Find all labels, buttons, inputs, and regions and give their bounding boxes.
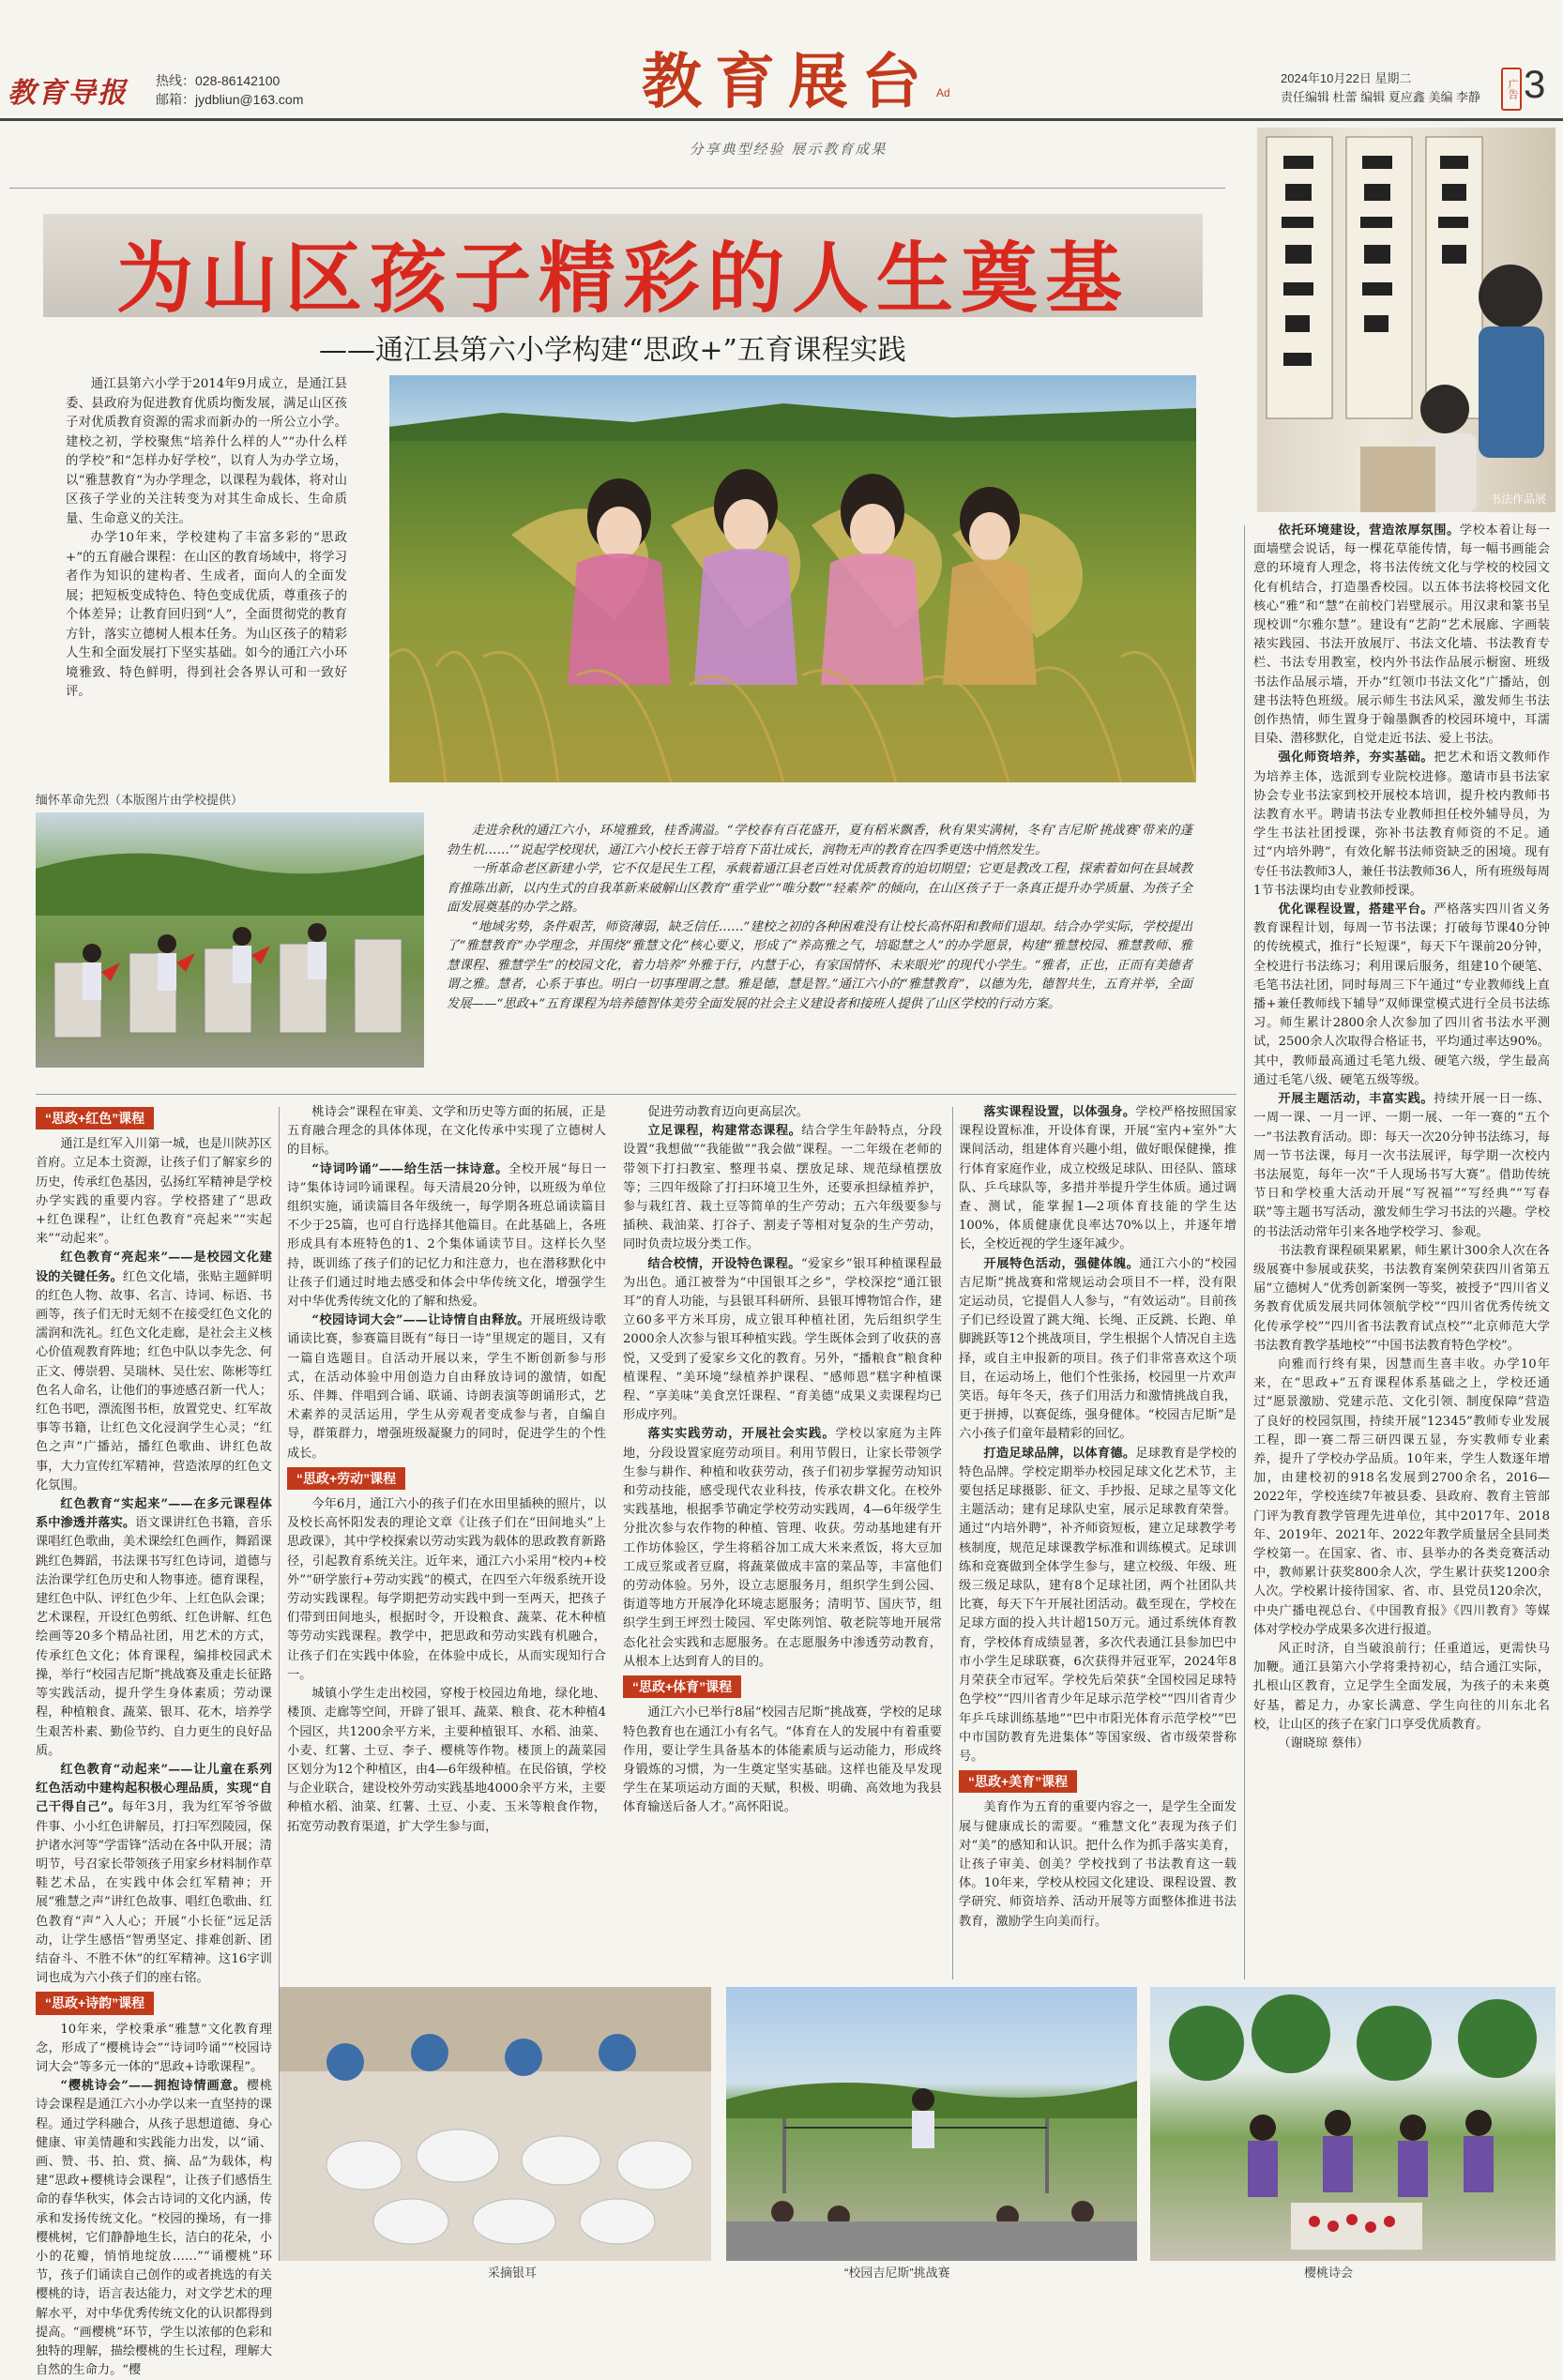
body-paragraph: 依托环境建设，营造浓厚氛围。学校本着让每一面墙壁会说话，每一棵花草能传情，每一幅书画能会意的环境育人理念，将书法传统文化与学校的校园文化有机结合，打造墨香校园。以五体书法将校园文化核心“雅”和“慧”在前校门岩壁展示。用汉隶和篆书呈现校训“尔雅尔慧”。建设有“艺韵”艺术展廊、字画装裱实践园、书法开放展厅、书法文化墙、书法教育专栏、书法专用教室，校内外书法作品展示橱窗、班级书法作品展示墙，开办“红领巾书法文化”广播站，创建书法特色班级。展示师生书法风采，激发师生书法创作热情，师生置身于翰墨飘香的校园环境中，耳濡目染、潜移默化，自觉走近书法、爱上书法。: [1253, 523, 1551, 747]
body-paragraph: 红色教育“亮起来”——是校园文化建设的关键任务。红色文化墙，张贴主题鲜明的红色人物、故事、名言、诗词、标语、书画等，孩子们无时无刻不在接受红色文化的濡润和洗礼。红色文化走廊，是社会主义核心价值观教育阵地；红色中队以李先念、何正文、傅崇碧、吴瑞林、吴仕宏、陈彬等红色名人命名，让他们的事迹感召新一代人；红色书吧，漂流图书柜，放置党史、红军故事等书籍，让红色文化浸润学生心灵；“红色之声”广播站，播红色歌曲、讲红色故事，大力宣传红军精神，营造浓厚的红色文化氛围。: [36, 1251, 273, 1493]
lead-text: [66, 375, 347, 703]
body-paragraph: 红色教育“动起来”——让儿童在系列红色活动中建构起积极心理品质，实现“自己干得自己”。每年3月，我为红军爷爷做件事、小小红色讲解员，打扫军烈陵园，保护诸水河等“学雷锋”活动在各中队开展；清明节，号召家长带领孩子用家乡材料制作草鞋艺术品，在实践中体会红军精神；开展“雅慧之声”讲红色故事、唱红色歌曲、红色教育“声”入人心；开展“小长征”远足活动，让学生感悟“智勇坚定、排难创新、团结奋斗、不胜不休”的红军精神。这16字训词也成为六小孩子们的座右铭。: [36, 1762, 272, 1986]
col4-paragraphs-2: [959, 1798, 1237, 1931]
intro-text: [447, 822, 1192, 1014]
page-indicator: [1501, 62, 1548, 107]
column-divider: [952, 1107, 953, 1979]
body-paragraph: 通江是红军入川第一城，也是川陕苏区首府。立足本土资源，让孩子们了解家乡的历史，传承红色基因，弘扬红军精神是学校办学实践的重要内容。学校搭建了“思政+红色课程”，让红色教育“亮起来”“实起来”“动起来”。: [36, 1137, 272, 1247]
bottom-caption-1: 采摘银耳: [488, 2266, 538, 2280]
editor-credits: 责任编辑 杜蕾 编辑 夏应鑫 美编 李静: [1281, 90, 1481, 104]
masthead-rule: [0, 118, 1563, 121]
headline: 为山区孩子精彩的人生奠基: [115, 234, 1130, 324]
body-paragraph: 结合校情，开设特色课程。“爱家乡”银耳种植课程最为出色。通江被誉为“中国银耳之乡”，学校深挖“通江银耳”的育人功能，与县银耳科研所、县银耳博物馆合作，建立60多平方米耳房，成立银耳种植社团，先后组织学生2000余人次参与银耳种植实践。学生既体会到了收获的喜悦，又受到了爱家乡文化的教育。另外，“播粮食”粮食种植课程、“美环境”绿植养护课程、“感师恩”糕字种植课程、“享美味”美食烹饪课程、“育美德”成果义卖课程均已形成序列。: [623, 1256, 942, 1423]
body-paragraph: 打造足球品牌，以体育德。足球教育是学校的特色品牌。学校定期举办校园足球文化艺术节，主要包括足球摄影、征文、手抄报、足球之星等文化主题活动；建有足球队史室，展示足球教育荣誉。通过“内培外聘”，补齐师资短板，建立足球教学考核制度，规范足球课教学标准和训练模式。足球训练和竞赛做到全体学生参与，建立校级、年级、班级三级足球队，建有8个足球社团，两个社团队共比赛，每天下午开展社团活动。截至现在，学校在足球方面的投入共计超150万元。通过系统体育教育，学校体育成绩显著，多次代表通江县参加巴中市小学生足球联赛，6次获得并冠亚军，2024年8月荣获全市冠军。学校先后荣获“全国校园足球特色学校”“四川省青少年足球示范学校”“四川省青少年乒乓球训练基地”“巴中市阳光体育示范学校”“巴中市国防教育先进集体”等国家级、省市级荣誉称号。: [959, 1446, 1237, 1764]
body-paragraph: 书法教育课程硕果累累，师生累计300余人次在各级展赛中参展或获奖，书法教育案例荣获四川省第五届“立德树人”优秀创新案例一等奖，被授予“四川省义务教育优质发展共同体领航学校”“四川省优秀传统文化传承学校”“四川省书法教育试点校”“北京师范大学书法教育教学基地校”“中国书法教育特色学校”。: [1253, 1243, 1550, 1353]
page-label: 广告: [1501, 68, 1522, 111]
body-paragraph: 立足课程，构建常态课程。结合学生年龄特点，分段设置“我想做”“我能做”“我会做”课程。一二年级在老师的带领下打扫教室、整理书桌、摆放足球、规范绿植摆放等；三四年级除了打扫环境卫生外，还要承担绿植养护，参与栽红苕、栽土豆等简单的生产劳动；五六年级要参与插秧、栽油菜、打谷子、割麦子等相对复杂的生产劳动，同时负责垃圾分类工作。: [623, 1124, 943, 1252]
intro-paragraph: 走进余秋的通江六小，环境雅致，桂香满溢。“学校春有百花盛开，夏有稻米飘香，秋有果实满树，冬有‘吉尼斯’挑战赛‘带来的蓬勃生机……’”说起学校现状，通江六小校长王蓉于培育下苗壮成长，润物无声的教育在四季更迭中悄然发生。: [447, 824, 1192, 857]
calligraphy-photo: [1257, 128, 1555, 512]
column-divider: [1244, 525, 1245, 1979]
dateline: [1281, 69, 1480, 107]
col1-paragraphs-2: [36, 2021, 272, 2380]
column-3: [623, 1103, 942, 1818]
body-paragraph: “樱桃诗会”——拥抱诗情画意。樱桃诗会课程是通江六小办学以来一直坚持的课程。通过学科融合，从孩子思想道德、身心健康、审美情趣和实践能力出发，以“诵、画、赞、书、拍、赏、摘、品”为载体，构建“思政+樱桃诗会课程”，让孩子们感悟生命的春华秋实，体会古诗词的文化内涵，传承和发扬传统文化。“校园的操场，有一排樱桃树，它们静静地生长，洁白的花朵，小小的花瓣，悄悄地绽放……”“诵樱桃”环节，孩子们诵读自己创作的或者挑选的有关樱桃的诗，语言表达能力，对文学艺术的理解水平，对中华优秀传统文化的认识都得到提高。“画樱桃”环节，学生以浓郁的色彩和独特的理解，描绘樱桃的生长过程，理解大自然的生命力。“樱: [36, 2079, 273, 2378]
lead-paragraph: 办学10年来，学校建构了丰富多彩的“思政+”的五育融合课程：在山区的教育场域中，将学习者作为知识的建构者、生成者，面向人的全面发展；把短板变成特色、特色变成优质，尊重孩子的个体差异；让教育回归到“人”，全面贯彻党的教育方针，落实立德树人根本任务。为山区孩子的精彩人生和全面发展打下坚实基础。如今的通江六小环境雅致、特色鲜明，得到社会各界认可和一致好评。: [66, 531, 347, 699]
col2-paragraphs-2: [287, 1495, 606, 1837]
hotline: 热线：028-86142100: [156, 73, 281, 88]
col4-paragraphs: [959, 1103, 1237, 1766]
page-number: 3: [1524, 62, 1546, 106]
headline-rule: [9, 188, 1225, 189]
cherry-poetry-photo: [1150, 1987, 1555, 2261]
bottom-caption-2: “校园吉尼斯”挑战赛: [844, 2266, 950, 2280]
section-title: 教育展台: [642, 47, 934, 117]
body-paragraph: 强化师资培养，夯实基础。把艺术和语文教师作为培养主体，选派到专业院校进修。邀请市县书法家协会专业书法家到校开展校本培训，提升校内教师书法教育水平。聘请书法专业教师担任校外辅导员，为学生书法社团授课，弥补书法教育师资的不足。通过“内培外聘”，有效化解书法师资缺乏的困境。现有专任书法教师3人，兼任书法教师36人，所有班级每周1节书法课均由专业教师授课。: [1253, 750, 1551, 898]
newspaper-logo: 教育导报: [8, 77, 128, 110]
body-paragraph: 开展特色活动，强健体魄。通江六小的“校园吉尼斯”挑战赛和常规运动会项目不一样，没有限定运动员，它提倡人人参与，“有效运动”。目前孩子们已经设置了跳大绳、长绳、正反跳、长跑、单脚跳跃等12个挑战项目，学生根据个人情况自主选择，或自主申报新的项目。孩子们非常喜欢这个项目，在运动场上，他们个性张扬，校园里一片欢声笑语。每年冬天，孩子们用活力和激情挑战自我，更于拼搏，以赛促练，强身健体。“校园吉尼斯”是六小孩子们童年最精彩的回忆。: [959, 1256, 1237, 1442]
section-slogan: 分享典型经验 展示教育成果: [689, 141, 888, 158]
col1-paragraphs: [36, 1135, 272, 1988]
email: 邮箱：jydbliun@163.com: [156, 92, 304, 107]
section-tag-labor: “思政+劳动”课程: [287, 1467, 405, 1490]
top-photo-caption: 缅怀革命先烈（本版图片由学校提供）: [36, 793, 244, 807]
intro-paragraph: “地域劣势，条件艰苦，师资薄弱，缺乏信任……”建校之初的各种困难没有让校长高怀阳和教师们退却。结合办学实际，学校提出了“雅慧教育”办学理念，并围绕“雅慧文化”核心要义，形成了“养高雅之气，培聪慧之人”的办学愿景，构建“雅慧校园、雅慧教师、雅慧课程、雅慧学生”的校园文化，着力培养“外雅于行，内慧于心，有家国情怀、未来眼光”的现代小学生。“雅者，正也，正而有美德者谓之雅。慧者，心系于事也。明白一切事理谓之慧。雅是德，慧是智。”通江六小的“雅慧教育”，以德为先，德智共生，五育并举，全面发展——“思政+”五育课程为培养德智体美劳全面发展的社会主义建设者和接班人提供了山区学校的行动方案。: [447, 919, 1192, 1011]
body-paragraph: 城镇小学生走出校园，穿梭于校园边角地，绿化地、楼顶、走廊等空间，开辟了银耳、蔬菜、粮食、花木种植4个园区，共1200余平方米，主要种植银耳、水稻、油菜、小麦、红薯、土豆、李子、樱桃等作物。楼顶上的蔬菜园区划分为12个种植区，由4—6年级种植。在民俗镇，学校与企业联合，建设校外劳动实践基地4000余平方米，主要种植水稻、油菜、红薯、土豆、小麦、玉米等粮食作物，拓宽劳动教育渠道，扩大学生参与面，: [287, 1687, 606, 1834]
section-rule: [36, 1094, 1237, 1095]
col3-paragraphs: [623, 1103, 942, 1672]
body-paragraph: “诗词吟诵”——给生活一抹诗意。全校开展“每日一诗”集体诗词吟诵课程。每天清晨20分钟，以班级为单位组织实施，诵读篇目各年级统一，每学期各班总诵读篇目不少于25篇，也可自行选择其他篇目。在此基础上，各班形成具有本班特色的1、2个集体诵读节目。这样长久坚持，既训练了孩子们的记忆力和注意力，也在潜移默化中让孩子们通过时地去感受和体会中华传统文化，增强学生对中华优秀传统文化的了解和热爱。: [287, 1161, 607, 1310]
body-paragraph: 桃诗会”课程在审美、文学和历史等方面的拓展，正是五育融合理念的具体体现，在文化传承中实现了立德树人的目标。: [287, 1105, 606, 1158]
column-2: [287, 1103, 606, 1837]
section-tag: Ad: [936, 86, 950, 99]
body-paragraph: 10年来，学校秉承“雅慧”文化教育理念，形成了“樱桃诗会”“诗词吟诵”“校园诗词大会”等多元一体的“思政+诗歌课程”。: [36, 2022, 272, 2074]
contact-info: [156, 71, 303, 109]
memorial-photo: [36, 812, 424, 1068]
col3-paragraphs-2: [623, 1704, 942, 1817]
body-paragraph: 红色教育“实起来”——在多元课程体系中渗透并落实。语文课讲红色书籍，音乐课唱红色歌曲，美术课绘红色画作，舞蹈课跳红色舞蹈，书法课书写红色诗词，道德与法治课学红色历史和人物事迹。德育课程，建红色中队、评红色少年、上红色队会课；艺术课程，开设红色剪纸、红色讲解、红色绘画等20多个精品社团，用艺术的方式，传承红色文化；体育课程，编排校园武术操，举行“校园吉尼斯”挑战赛及重走长征路等实践活动，提升学生身体素质；劳动课程，种植粮食、蔬菜、银耳、花木，培养学生艰苦朴素、勤俭节约、自力更生的良好品质。: [36, 1497, 273, 1758]
issue-date: 2024年10月22日 星期二: [1281, 71, 1412, 85]
column-4: [959, 1103, 1237, 1932]
body-paragraph: 落实实践劳动，开展社会实践。学校以家庭为主阵地，分段设置家庭劳动项目。利用节假日，让家长带领学生参与耕作、种植和收获劳动，孩子们初步掌握劳动知识和劳动技能，感受现代农业科技，传承农耕文化。在校外实践基地，根据季节确定学校劳动实践周，4—6年级学生分批次参与农作物的种植、管理、收获。劳动基地建有开工作坊体验区，学生将稻谷加工成大米来煮饭，将大豆加工成豆浆或者豆腐，将蔬菜做成丰富的菜品等，丰富他们的劳动体验。另外，设立志愿服务月，组织学生到公园、街道等地方开展净化环境志愿服务；清明节、国庆节，组织学生到王坪烈士陵园、军史陈列馆、敬老院等地开展常态化社会实践和志愿服务。在志愿服务中渗透劳动教育，从根本上达到育人的目的。: [623, 1427, 942, 1669]
fungus-photo: [280, 1987, 711, 2261]
body-paragraph: “校园诗词大会”——让诗情自由释放。开展班级诗歌诵读比赛，参赛篇目既有“每日一诗”里规定的题目，又有一篇自选题目。自活动开展以来，学生不断创新参与形式，在活动体验中用创造力自由释放诗词的激情，如配乐、伴舞、伴唱到合诵、联诵、诗朗表演等朗诵形式，艺术素养的灵活运用，学生从旁观者变成参与者，自编自导，群策群力，增强班级凝聚力的同时，促进学生的个性成长。: [287, 1313, 607, 1461]
section-tag-aesthetics: “思政+美育”课程: [959, 1770, 1077, 1793]
rice-harvest-photo: [389, 375, 1196, 782]
subheadline: ——通江县第六小学构建“思政+”五育课程实践: [319, 334, 906, 367]
section-tag-poetry: “思政+诗韵”课程: [36, 1992, 154, 2014]
lead-paragraph: 通江县第六小学于2014年9月成立，是通江县委、县政府为促进教育优质均衡发展，满足山区孩子对优质教育资源的需求而新办的一所公立小学。建校之初，学校聚焦“培养什么样的人”“办什么样的学校”和“怎样办好学校”，以育人为办学立场，以“雅慧教育”为办学理念，以课程为载体，将对山区孩子学业的关注转变为对其生命成长、生命质量、生命意义的关注。: [66, 377, 347, 526]
section-tag-sports: “思政+体育”课程: [623, 1675, 741, 1698]
column-5: [1253, 522, 1550, 1753]
body-paragraph: 开展主题活动，丰富实践。持续开展一日一练、一周一课、一月一评、一期一展、一年一赛的“五个一”书法教育活动。即：每天一次20分钟书法练习，每周一节书法课，每月一次书法展评，每学期一次校内书法展览，每年一次“千人现场书写大赛”。借助传统节日和学校重大活动开展“写祝福”“写经典”“写春联”等主题书写活动，激发师生学习书法的兴趣。学校的书法活动常年引来各地学校学习、参观。: [1253, 1092, 1551, 1239]
body-paragraph: 落实课程设置，以体强身。学校严格按照国家课程设置标准，开设体育课，开展“室内+室外”大课间活动，组建体育兴趣小组，做好眼保健操，推行体育家庭作业，成立校级足球队、田径队、篮球队、乒乓球队等，多措并举提升学生体质。通过调查、测试，能掌握1—2项体育技能的学生达100%，体质健康优良率达70%以上，并逐年增长，全校近视的学生逐年减少。: [959, 1105, 1237, 1252]
intro-paragraph: 一所革命老区新建小学，它不仅是民生工程，承载着通江县老百姓对优质教育的迫切期望；它更是教改工程，探索着如何在县域教育推陈出新，以内生式的自我革新来破解山区教育“重学业”“唯分数”“轻素养”的倾向，在山区孩子于一条真正提升办学质量、为孩子全面发展奠基的办学之路。: [447, 862, 1192, 915]
section-tag-red: “思政+红色”课程: [36, 1107, 154, 1129]
body-paragraph: 通江六小已举行8届“校园吉尼斯”挑战赛，学校的足球特色教育也在通江小有名气。“体育在人的发展中有着重要作用，要让学生具备基本的体能素质与运动能力，形成终身锻炼的习惯，为一生奠定坚实基础。这样也能及早发现学生在某项运动方面的天赋，积极、明确、高效地为我县体育输送后备人才。”高怀阳说。: [623, 1705, 942, 1815]
body-paragraph: 美育作为五育的重要内容之一，是学生全面发展与健康成长的需要。“雅慧文化”表现为孩子们对“美”的感知和认识。把什么作为抓手落实美育，让孩子审美、创美？学校找到了书法教育这一载体。10年来，学校从校园文化建设、课程设置、教学研究、师资培养、活动开展等方面整体推进书法教育，激励学生向美而行。: [959, 1800, 1237, 1929]
column-1: [36, 1103, 272, 2380]
bottom-caption-3: 樱桃诗会: [1304, 2266, 1354, 2280]
calligraphy-credit: 书法作品展: [1489, 493, 1546, 506]
body-paragraph: 风正时济，自当破浪前行；任重道远，更需快马加鞭。通江县第六小学将秉持初心，结合通江实际，扎根山区教育，立足学生全面发展，为孩子的未来奠好基，蓄足力，办家长满意、学生向往的川东北名校，让山区的孩子在家门口享受优质教育。: [1253, 1641, 1550, 1732]
col2-paragraphs: [287, 1103, 606, 1463]
body-paragraph: 向雅而行终有果，因慧而生喜丰收。办学10年来，在“思政+”五育课程体系基础之上，学校还通过“愿景激励、党建示范、文化引领、制度保障”营造了良好的校园氛围，持续开展“12345”教师专业发展工程，即一赛二帮三研四课五显，夯实教师专业素养，提升了学校办学品质。10年来，学生人数逐年增加，由建校初的918名发展到2700余名，2016—2022年，学校连续7年被县委、县政府、教育主管部门评为教育教学管理先进单位，其中2017年、2018年、2019年、2021年、2022年教学质量居全县同类学校第一。在国家、省、市、县举办的各类竞赛活动中，教师累计获奖800余人次，学生累计获奖1200余人次。学校累计接待国家、省、市、县党员120余次，中央广播电视总台、《中国教育报》《四川教育》等媒体对学校办学成果多次进行报道。: [1253, 1357, 1550, 1637]
col5-paragraphs: [1253, 522, 1550, 1753]
body-paragraph: 优化课程设置，搭建平台。严格落实四川省义务教育课程计划，每周一节书法课；打破每节课40分钟的传统模式，推行“长短课”，每天下午课前20分钟，全校进行书法练习；利用课后服务，组建10个硬笔、毛笔书法社团，同时每周三下午通过“专业教师线上直播+兼任教师线下辅导”双师课堂模式进行全员书法练习。师生累计2800余人次参加了四川省书法水平测试，2500余人次取得合格证书，平均通过率达90%。其中，教师最高通过毛笔九级、硬笔六级，学生最高通过毛笔八级、硬笔五级等级。: [1253, 902, 1551, 1087]
body-paragraph: 促进劳动教育迈向更高层次。: [647, 1105, 809, 1119]
challenge-photo: [726, 1987, 1137, 2261]
body-paragraph: 今年6月，通江六小的孩子们在水田里插秧的照片，以及校长高怀阳发表的理论文章《让孩子们在“田间地头”上思政课》，其中学校探索以劳动实践为载体的思政教育新路径，引起教育系统关注。近年来，通江六小采用“校内+校外”“研学旅行+劳动实践”的模式，在四至六年级系统开设劳动实践课程。每学期把劳动实践中到一至两天，把孩子们带到田间地头，根据时令，开设粮食、蔬菜、花木种植等劳动实践课程。教学中，把思政和劳动实践有机融合，让孩子们在实践中体验，在体验中成长，从而实现知行合一。: [287, 1497, 606, 1682]
body-paragraph: （谢晓琼 蔡伟）: [1278, 1736, 1369, 1751]
